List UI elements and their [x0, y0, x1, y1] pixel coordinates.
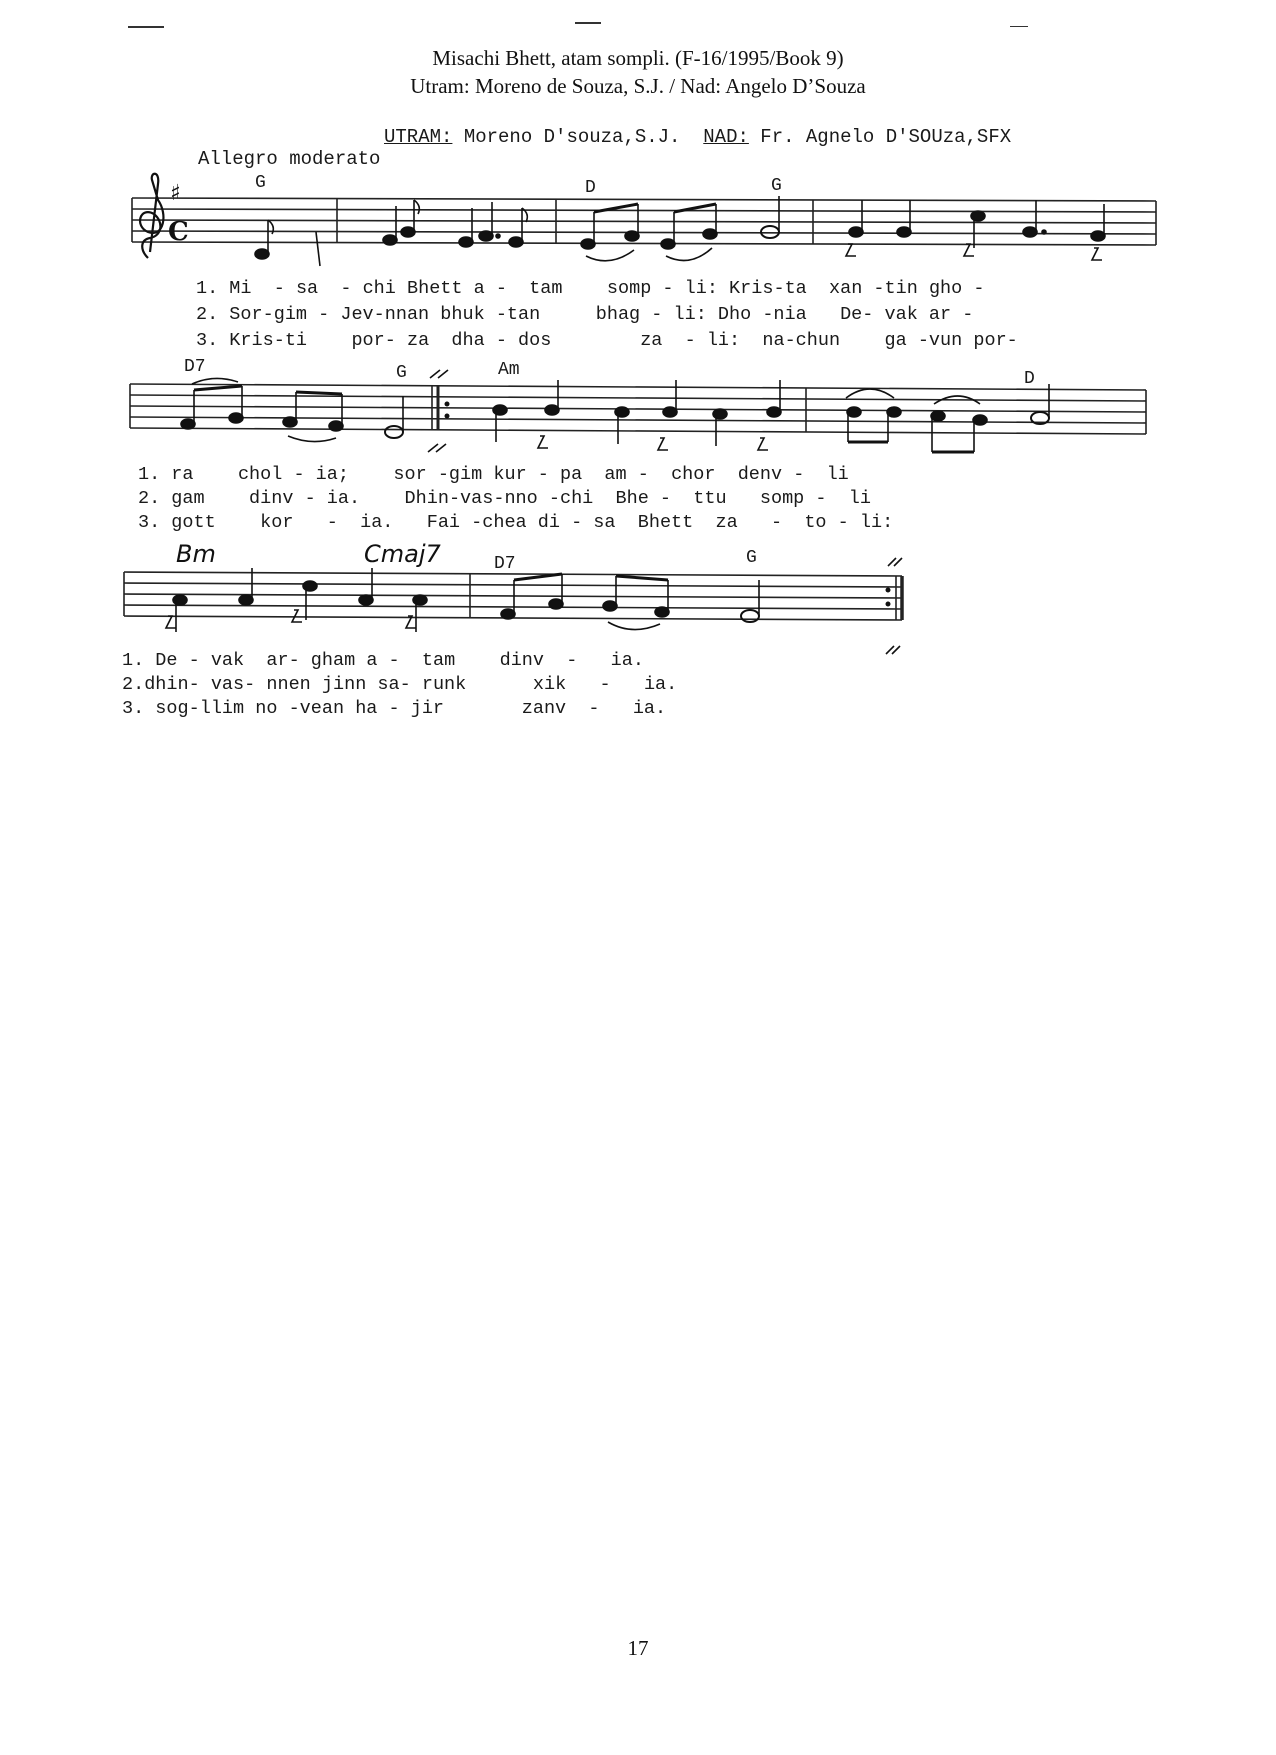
nad-name: Fr. Agnelo D'SOUza,SFX	[760, 126, 1012, 148]
chord-symbol: G	[255, 173, 266, 193]
chord-symbol: D	[585, 178, 596, 198]
tempo-marking: Allegro moderato	[198, 148, 381, 170]
lyric-line: 2.dhin- vas- nnen jinn sa- runk xik - ia.	[122, 674, 678, 695]
time-signature-icon: C	[168, 217, 189, 247]
chord-symbol: G	[746, 548, 757, 568]
song-credits: Utram: Moreno de Souza, S.J. / Nad: Angelo D’Souza	[410, 74, 866, 98]
nad-label: NAD:	[703, 126, 749, 148]
chord-symbol: D7	[184, 357, 206, 377]
handwritten-chord: Cmaj7	[364, 540, 441, 568]
lyric-line: 1. ra chol - ia; sor -gim kur - pa am - chor denv - li	[138, 464, 849, 485]
handwritten-chord: Bm	[176, 540, 216, 568]
music-staff-3	[0, 0, 1276, 760]
chord-symbol: G	[771, 176, 782, 196]
lyric-line: 2. Sor-gim - Jev-nnan bhuk -tan bhag - li: Dho -nia De- vak ar -	[196, 304, 974, 325]
lyric-line: 2. gam dinv - ia. Dhin-vas-nno -chi Bhe - ttu somp - li	[138, 488, 871, 509]
chord-symbol: G	[396, 363, 407, 383]
lyric-line: 1. De - vak ar- gham a - tam dinv - ia.	[122, 650, 644, 671]
lyric-line: 3. Kris-ti por- za dha - dos za - li: na-chun ga -vun por-	[196, 330, 1018, 351]
lyric-line: 1. Mi - sa - chi Bhett a - tam somp - li: Kris-ta xan -tin gho -	[196, 278, 985, 299]
song-title: Misachi Bhett, atam sompli. (F-16/1995/Book 9)	[432, 46, 844, 70]
lyric-line: 3. gott kor - ia. Fai -chea di - sa Bhett za - to - li:	[138, 512, 894, 533]
chord-symbol: D7	[494, 554, 516, 574]
utram-label: UTRAM:	[384, 126, 453, 148]
chord-symbol: Am	[498, 360, 520, 380]
utram-name: Moreno D'souza,S.J.	[463, 126, 681, 148]
chord-symbol: D	[1024, 369, 1035, 389]
lyric-line: 3. sog-llim no -vean ha - jir zanv - ia.	[122, 698, 667, 719]
page-number: 17	[627, 1636, 649, 1660]
sharp-icon: ♯	[170, 181, 181, 206]
